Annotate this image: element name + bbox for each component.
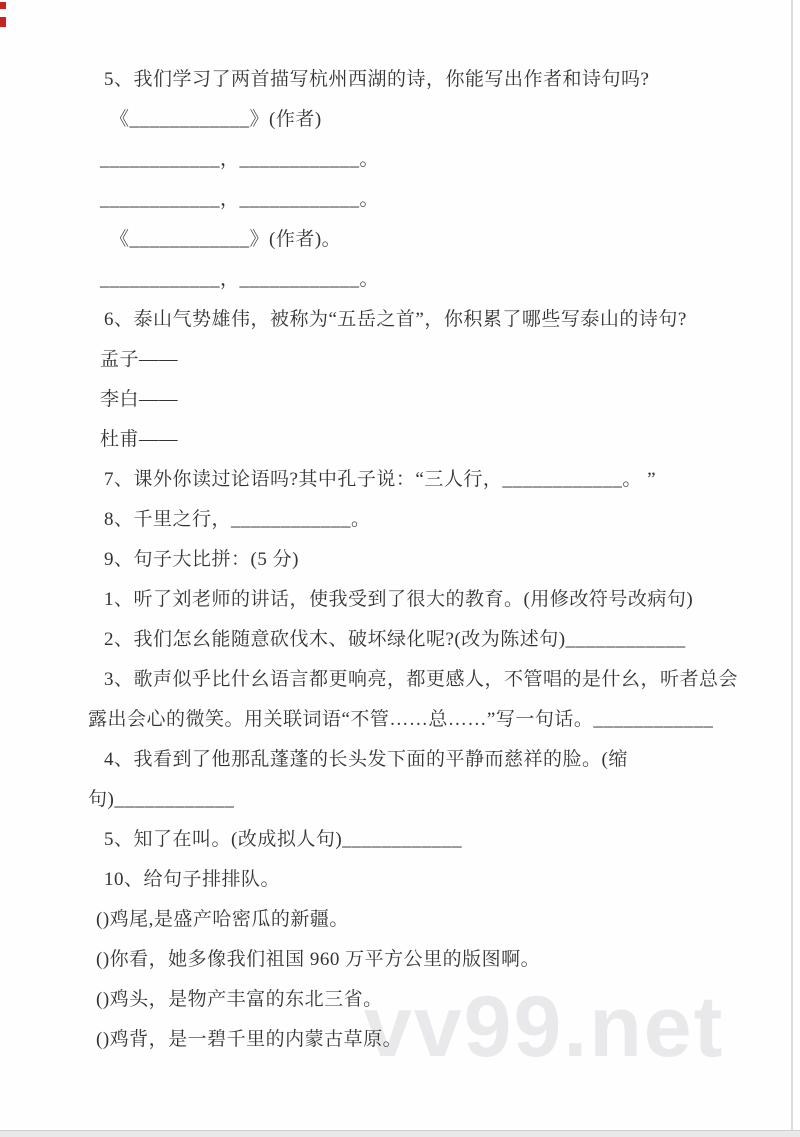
q5-prompt: 5、我们学习了两首描写杭州西湖的诗，你能写出作者和诗句吗? xyxy=(104,69,650,90)
page-bottom-gap xyxy=(0,1130,800,1137)
q10-option-1: ()鸡尾,是盛产哈密瓜的新疆。 xyxy=(96,909,349,930)
q9-item-1: 1、听了刘老师的讲话，使我受到了很大的教育。(用修改符号改病句) xyxy=(104,589,694,610)
verse-blank-row-2: ____________，____________。 xyxy=(100,189,380,210)
dufu-row: 杜甫—— xyxy=(100,429,179,450)
q10-header: 10、给句子排排队。 xyxy=(104,869,281,890)
q9-item-4-line-1: 4、我看到了他那乱蓬蓬的长头发下面的平静而慈祥的脸。(缩 xyxy=(104,749,628,770)
document-content xyxy=(88,60,768,1060)
q9-item-3-line-1: 3、歌声似乎比什幺语言都更响亮，都更感人，不管唱的是什幺，听者总会 xyxy=(104,669,739,690)
q6-prompt: 6、泰山气势雄伟，被称为“五岳之首”，你积累了哪些写泰山的诗句? xyxy=(104,309,687,330)
q9-item-2: 2、我们怎幺能随意砍伐木、破坏绿化呢?(改为陈述句)____________ xyxy=(104,629,686,650)
page-edge-line xyxy=(791,0,793,1130)
q9-header: 9、句子大比拼：(5 分) xyxy=(104,549,299,570)
verse-blank-row-3: ____________，____________。 xyxy=(100,269,380,290)
verse-blank-row-1: ____________，____________。 xyxy=(100,149,380,170)
q10-option-2: ()你看，她多像我们祖国 960 万平方公里的版图啊。 xyxy=(96,949,541,970)
title-blank-row-1: 《____________》(作者) xyxy=(110,109,322,130)
q9-item-3-line-2: 露出会心的微笑。用关联词语“不管……总……”写一句话。____________ xyxy=(88,709,714,730)
q8-prompt: 8、千里之行，____________。 xyxy=(104,509,371,530)
title-blank-row-2: 《____________》(作者)。 xyxy=(110,229,342,250)
mengzi-row: 孟子—— xyxy=(100,349,179,370)
red-edge-marker-icon xyxy=(0,2,6,9)
red-edge-marker-icon xyxy=(0,17,6,27)
libai-row: 李白—— xyxy=(100,389,179,410)
q10-option-4: ()鸡背，是一碧千里的内蒙古草原。 xyxy=(96,1029,403,1050)
q9-item-4-line-2: 句)____________ xyxy=(88,789,235,810)
q10-option-3: ()鸡头，是物产丰富的东北三省。 xyxy=(96,989,383,1010)
q9-item-5: 5、知了在叫。(改成拟人句)____________ xyxy=(104,829,463,850)
watermark: vv99.net xyxy=(364,979,725,1075)
q7-prompt: 7、课外你读过论语吗?其中孔子说：“三人行，____________。 ” xyxy=(104,469,657,490)
